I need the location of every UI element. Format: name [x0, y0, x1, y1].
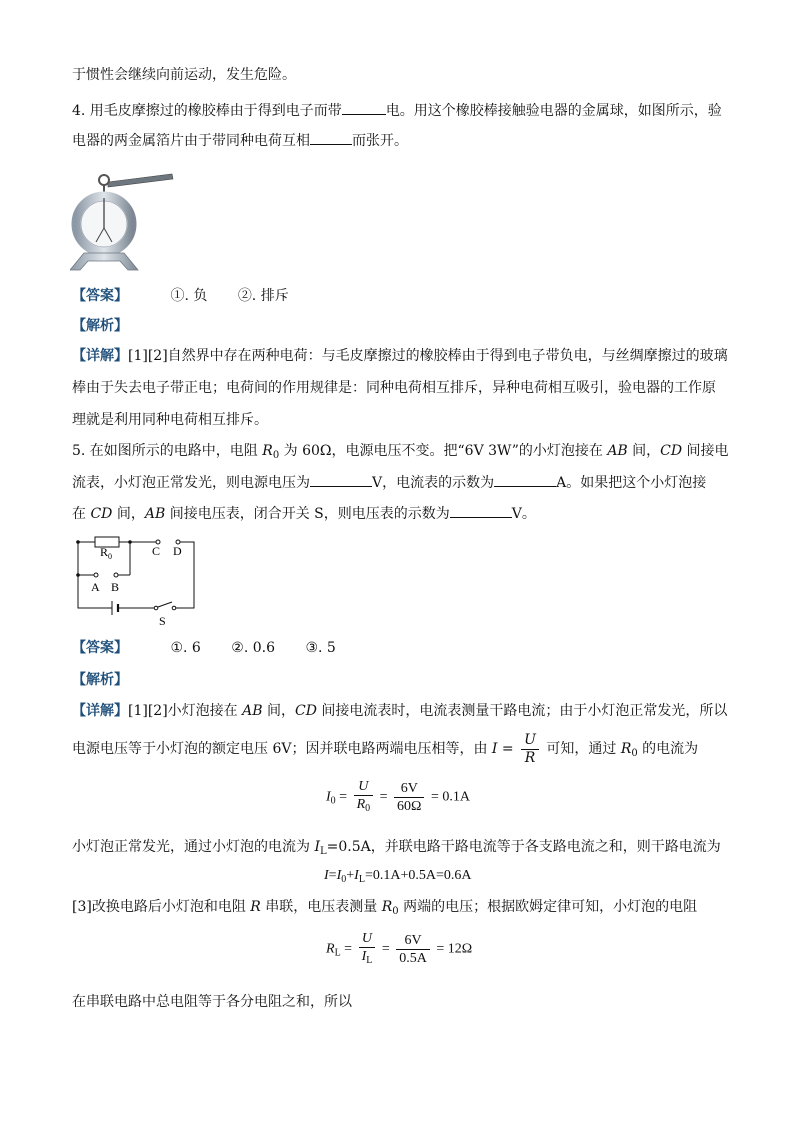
q4-answer-row — [72, 286, 315, 306]
denominator: 60Ω — [397, 799, 422, 814]
analysis-tag: 【解析】 — [72, 318, 128, 334]
detail-text: 间， — [262, 703, 295, 719]
equals-sign: = — [378, 941, 394, 957]
detail-text: 小灯泡正常发光，通过小灯泡的电流为 — [72, 839, 315, 855]
q4-text: 而张开。 — [352, 133, 408, 149]
detail-tag: 【详解】 — [72, 348, 128, 364]
var-ab: AB — [144, 506, 166, 522]
var-r: R — [524, 749, 536, 766]
subscript: 0 — [365, 803, 371, 814]
q5-detail-line-4 — [72, 897, 697, 922]
var-i: I — [314, 839, 320, 855]
var-u: U — [361, 931, 373, 946]
q4-text: 电。用这个橡胶棒接触验电器的金属球，如图所示，验 — [385, 103, 722, 119]
var-i: I — [491, 741, 498, 757]
q5-text: 间接电 — [682, 443, 729, 459]
detail-text: [3]改换电路后小灯泡和电阻 — [72, 899, 251, 915]
var-cd: CD — [90, 506, 113, 522]
var-cd: CD — [660, 443, 683, 459]
subscript: 0 — [330, 795, 336, 807]
q5-analysis-heading — [72, 670, 128, 690]
equals-sign: = — [376, 789, 392, 805]
q4-line-1 — [72, 100, 722, 121]
fraction — [354, 778, 374, 817]
q5-answer-row — [72, 638, 362, 658]
var-r: R — [381, 899, 393, 915]
subscript: 0 — [631, 748, 638, 759]
plus-sign: + — [346, 868, 355, 883]
q5-text: 间， — [627, 443, 661, 459]
detail-tag: 【详解】 — [72, 703, 128, 719]
answer-tag: 【答案】 — [72, 640, 128, 656]
subscript: L — [334, 947, 341, 959]
subscript: L — [358, 874, 365, 885]
var-ab: AB — [242, 703, 263, 719]
detail-text: 两端的电压；根据欧姆定律可知，小灯泡的电阻 — [398, 899, 698, 915]
q5-line-1 — [72, 441, 729, 466]
circuit-diagram — [70, 532, 206, 628]
numerator: 6V — [394, 780, 424, 798]
var-r: R — [620, 741, 632, 757]
fraction-u-over-r — [521, 732, 539, 767]
formula-i0 — [326, 778, 470, 817]
q5-text: 间， — [112, 506, 145, 522]
detail-text: [1][2]自然界中存在两种电荷：与毛皮摩擦过的橡胶棒由于得到电子带负电，与丝绸摩擦过的玻璃 — [128, 348, 728, 364]
q5-blank-2 — [494, 472, 556, 487]
fraction — [359, 930, 376, 969]
q5-text: 在 — [72, 506, 91, 522]
detail-text: 电源电压等于小灯泡的额定电压 6V；因并联电路两端电压相等，由 — [72, 741, 492, 757]
terminal-c-label: C — [152, 544, 161, 558]
terminal-b-label: B — [111, 580, 120, 594]
answer-tag: 【答案】 — [72, 288, 128, 304]
equals-sign: = — [328, 868, 337, 883]
result: = 0.1A — [427, 789, 470, 805]
answer-option: ②. 排斥 — [237, 288, 289, 304]
formula-total-current — [324, 868, 471, 885]
detail-text: =0.5A，并联电路干路电流等于各支路电流之和，则干路电流为 — [326, 839, 721, 855]
var-r: R — [356, 797, 366, 812]
subscript: 0 — [341, 874, 347, 885]
switch-label: S — [159, 614, 166, 628]
result: =0.1A+0.5A=0.6A — [364, 868, 472, 883]
r0-label: $R_0$ — [100, 545, 113, 561]
q5-blank-3 — [450, 503, 512, 518]
q4-text: 4. 用毛皮摩擦过的橡胶棒由于得到电子而带 — [72, 103, 342, 119]
subscript: 0 — [272, 450, 280, 461]
fraction — [394, 780, 424, 815]
q5-detail-line-2 — [72, 730, 698, 773]
subscript: L — [366, 955, 373, 966]
var-i: I — [354, 868, 359, 883]
detail-text: 间接电流表时，电流表测量干路电流；由于小灯泡正常发光，所以 — [316, 703, 728, 719]
var-ab: AB — [607, 443, 628, 459]
result: = 12Ω — [432, 941, 473, 957]
var-i: I — [326, 789, 331, 805]
q5-text: 流表，小灯泡正常发光，则电源电压为 — [72, 475, 310, 491]
q4-line-2 — [72, 130, 408, 151]
q4-text: 电器的两金属箔片由于带同种电荷互相 — [72, 133, 310, 149]
var-r: R — [326, 941, 335, 957]
q5-detail-line-1 — [72, 701, 727, 721]
q5-text: A。如果把这个小灯泡接 — [556, 475, 707, 491]
q5-text: 为 60Ω，电源电压不变。把“6V 3W”的小灯泡接在 — [279, 443, 608, 459]
equals-sign: = — [497, 741, 519, 757]
q4-blank-2 — [310, 130, 352, 145]
q5-text: V。 — [511, 506, 536, 522]
var-r: R — [250, 899, 261, 915]
var-r: R — [262, 443, 273, 459]
q4-detail-line-3: 理就是利用同种电荷相互排斥。 — [72, 412, 268, 428]
answer-option: ①. 负 — [170, 288, 208, 304]
subscript: L — [319, 846, 327, 857]
answer-option: ②. 0.6 — [231, 640, 275, 656]
answer-option: ③. 5 — [305, 640, 336, 656]
q3-tail-text: 于惯性会继续向前运动，发生危险。 — [72, 67, 296, 83]
q5-blank-1 — [310, 472, 372, 487]
analysis-tag: 【解析】 — [72, 672, 128, 688]
q5-detail-line-3 — [72, 837, 721, 862]
equals-sign: = — [340, 941, 356, 957]
q5-detail-line-5: 在串联电路中总电阻等于各分电阻之和，所以 — [72, 994, 352, 1010]
terminal-a-label: A — [91, 580, 100, 594]
var-cd: CD — [294, 703, 317, 719]
detail-text: [1][2]小灯泡接在 — [128, 703, 243, 719]
q4-detail-line-1 — [72, 346, 728, 366]
electroscope-figure — [70, 158, 180, 274]
q5-text: V，电流表的示数为 — [372, 475, 495, 491]
q4-blank-1 — [342, 100, 386, 115]
q5-text: 间接电压表，闭合开关 S，则电压表的示数为 — [165, 506, 450, 522]
q4-detail-line-2: 棒由于失去电子带正电；电荷间的作用规律是：同种电荷相互排斥，异种电荷相互吸引，验电器的工作原 — [72, 380, 716, 396]
fraction — [396, 932, 430, 967]
var-u: U — [358, 779, 369, 794]
q4-analysis-heading — [72, 316, 128, 336]
answer-option: ①. 6 — [170, 640, 201, 656]
detail-text: 串联，电压表测量 — [260, 899, 382, 915]
numerator: 6V — [396, 932, 430, 950]
var-u: U — [524, 731, 536, 748]
q5-line-3 — [72, 503, 536, 524]
var-i: I — [324, 868, 329, 883]
var-i: I — [361, 949, 367, 964]
q5-line-2 — [72, 472, 706, 493]
terminal-d-label: D — [173, 544, 182, 558]
denominator: 0.5A — [399, 951, 427, 966]
detail-text: 的电流为 — [637, 741, 699, 757]
equals-sign: = — [335, 789, 351, 805]
formula-rl — [326, 930, 472, 969]
var-i: I — [336, 868, 342, 883]
subscript: 0 — [392, 906, 399, 917]
q5-text: 5. 在如图所示的电路中，电阻 — [72, 443, 263, 459]
detail-text: 可知，通过 — [541, 741, 621, 757]
